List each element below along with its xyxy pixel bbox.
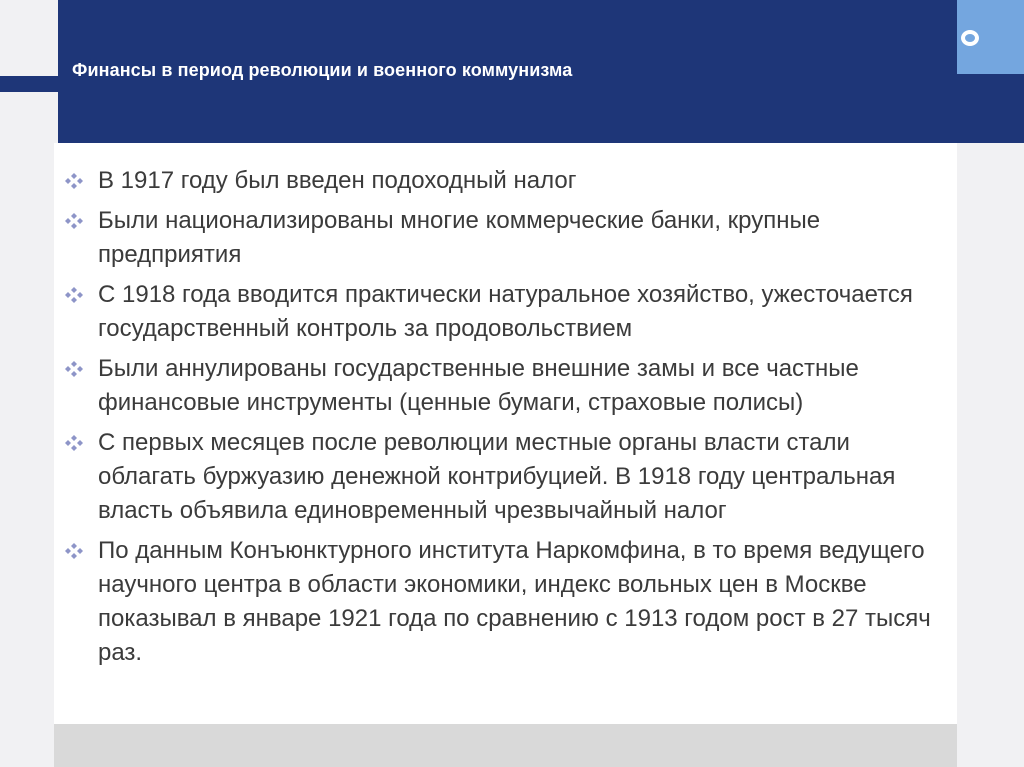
bottom-band [54, 724, 957, 767]
bullet-icon [64, 542, 84, 560]
bullet-text: С первых месяцев после революции местные органы власти стали облагать буржуазию денежной контрибуцией. В 1918 году центральная власть объявила единовременный чрезвычайный налог [98, 429, 896, 524]
slide-title: Финансы в период революции и военного коммунизма [72, 60, 573, 80]
bullet-icon [64, 172, 84, 190]
corner-accent-dark [957, 74, 1024, 143]
list-item [62, 534, 946, 670]
list-item [62, 352, 946, 420]
bullet-text: В 1917 году был введен подоходный налог [98, 167, 577, 194]
bullet-text: С 1918 года вводится практически натуральное хозяйство, ужесточается государственный контроль за продовольствием [98, 281, 913, 342]
bullet-icon [64, 212, 84, 230]
list-item [62, 278, 946, 346]
left-accent-strip [0, 76, 58, 92]
list-item [62, 164, 946, 198]
title-bar [58, 0, 957, 143]
bullet-icon [64, 434, 84, 452]
bullet-text: Были аннулированы государственные внешние замы и все частные финансовые инструменты (ценные бумаги, страховые полисы) [98, 355, 859, 416]
bullet-icon [64, 286, 84, 304]
bullet-icon [64, 360, 84, 378]
logo-mark-icon [961, 30, 979, 46]
corner-accent-light [957, 0, 1024, 74]
list-item [62, 204, 946, 272]
bullet-text: По данным Конъюнктурного института Наркомфина, в то время ведущего научного центра в области экономики, индекс вольных цен в Москве показывал в январе 1921 года по сравнению с 1913 годом рост в 27 тысяч раз. [98, 537, 931, 666]
bullet-list [62, 164, 946, 676]
list-item [62, 426, 946, 528]
bullet-text: Были национализированы многие коммерческие банки, крупные предприятия [98, 207, 821, 268]
